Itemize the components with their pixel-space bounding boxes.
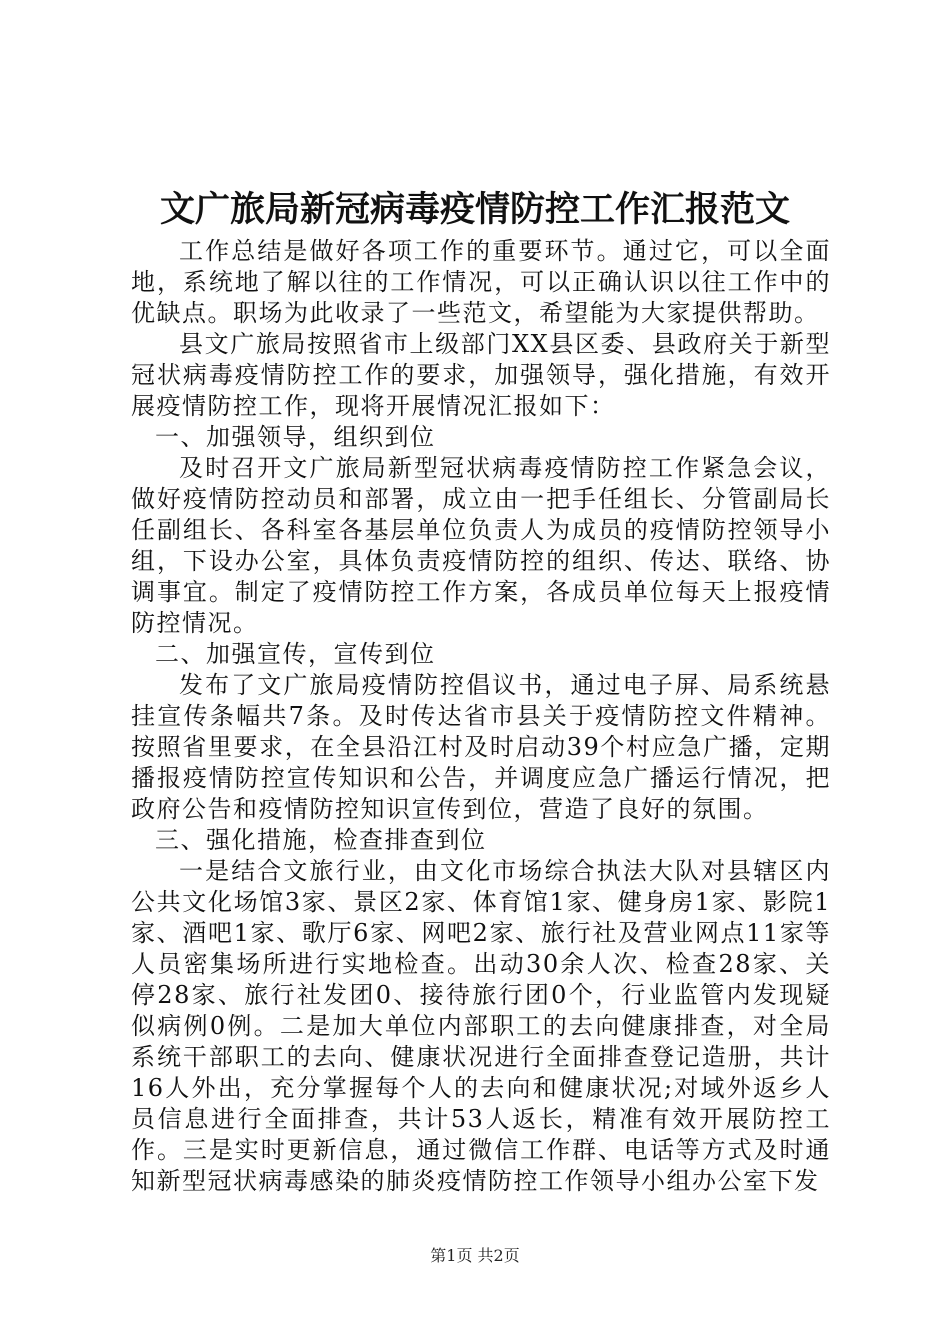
document-body	[131, 236, 831, 1197]
section-heading-2: 二、加强宣传，宣传到位	[155, 640, 436, 668]
page-footer	[0, 1244, 950, 1268]
overview-paragraph: 县文广旅局按照省市上级部门XX县区委、县政府关于新型冠状病毒疫情防控工作的要求，加强领导，强化措施，有效开展疫情防控工作，现将开展情况汇报如下：	[131, 330, 831, 420]
page-number: 第1页	[430, 1246, 473, 1265]
section-heading-1: 一、加强领导，组织到位	[155, 423, 436, 451]
section-paragraph-3: 一是结合文旅行业，由文化市场综合执法大队对县辖区内公共文化场馆3家、景区2家、体育馆1家、健身房1家、影院1家、酒吧1家、歌厅6家、网吧2家、旅行社及营业网点11家等人员密集场所进行实地检查。出动30余人次、检查28家、关停28家、旅行社发团0、接待旅行团0个，行业监管内发现疑似病例0例。二是加大单位内部职工的去向健康排查，对全局系统干部职工的去向、健康状况进行全面排查登记造册，共计16人外出，充分掌握每个人的去向和健康状况;对域外返乡人员信息进行全面排查，共计53人返长，精准有效开展防控工作。三是实时更新信息，通过微信工作群、电话等方式及时通知新型冠状病毒感染的肺炎疫情防控工作领导小组办公室下发	[131, 857, 831, 1195]
section-heading-3: 三、强化措施，检查排查到位	[155, 826, 487, 854]
intro-paragraph: 工作总结是做好各项工作的重要环节。通过它，可以全面地，系统地了解以往的工作情况，可以正确认识以往工作中的优缺点。职场为此收录了一些范文，希望能为大家提供帮助。	[131, 237, 831, 327]
page-title: 文广旅局新冠病毒疫情防控工作汇报范文	[159, 189, 790, 230]
section-paragraph-2: 发布了文广旅局疫情防控倡议书，通过电子屏、局系统悬挂宣传条幅共7条。及时传达省市县关于疫情防控文件精神。按照省里要求，在全县沿江村及时启动39个村应急广播，定期播报疫情防控宣传知识和公告，并调度应急广播运行情况，把政府公告和疫情防控知识宣传到位，营造了良好的氛围。	[131, 671, 831, 823]
section-paragraph-1: 及时召开文广旅局新型冠状病毒疫情防控工作紧急会议，做好疫情防控动员和部署，成立由一把手任组长、分管副局长任副组长、各科室各基层单位负责人为成员的疫情防控领导小组，下设办公室，具体负责疫情防控的组织、传达、联络、协调事宜。制定了疫情防控工作方案，各成员单位每天上报疫情防控情况。	[131, 454, 831, 637]
page-total: 共2页	[477, 1246, 520, 1265]
